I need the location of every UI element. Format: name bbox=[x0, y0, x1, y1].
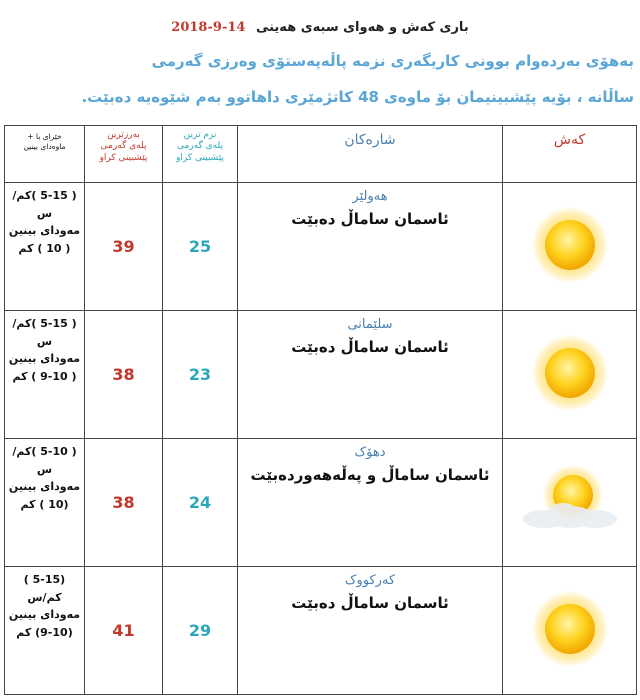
city-cell bbox=[238, 183, 503, 311]
table-header bbox=[5, 126, 637, 183]
title-text: باری کەش و هەوای سبەی هەینی bbox=[255, 20, 469, 35]
city-name: دهۆک bbox=[354, 445, 386, 460]
max-temp: 39 bbox=[85, 183, 163, 311]
visibility-label: مەودای بینین bbox=[8, 224, 81, 238]
table-row bbox=[5, 567, 637, 695]
max-temp: 38 bbox=[85, 311, 163, 439]
condition-text: ئاسمان ساماڵ دەبێت bbox=[291, 338, 449, 356]
min-temp: 25 bbox=[163, 183, 238, 311]
condition-text: ئاسمان ساماڵ و پەڵەهەوردەبێت bbox=[250, 466, 490, 484]
min-temp: 23 bbox=[163, 311, 238, 439]
wind-unit: کم/س bbox=[27, 590, 62, 604]
header-weather: کەش bbox=[503, 126, 637, 183]
table-row bbox=[5, 311, 637, 439]
header-wind-l2: ماوەدای بینین bbox=[23, 141, 66, 151]
wind-cell bbox=[5, 567, 85, 695]
weather-icon-cell bbox=[503, 567, 637, 695]
header-max-temp bbox=[85, 126, 163, 183]
city-cell bbox=[238, 439, 503, 567]
header-min-l3: پێشبینی کراو bbox=[176, 152, 224, 163]
visibility-value: ( 9-10 ) کم bbox=[12, 369, 77, 383]
visibility-label: مەودای بینین bbox=[8, 480, 81, 494]
wind-speed: ( 5-15 )کم/س bbox=[12, 189, 77, 220]
intro-line-2: ساڵانە ، بۆیە پێشبینیمان بۆ ماوەی 48 کاتژمێری داهاتوو بەم شێوەیە دەبێت. bbox=[81, 88, 634, 106]
city-name: کەرکووک bbox=[344, 573, 396, 588]
weather-icon-cell bbox=[503, 183, 637, 311]
table-row bbox=[5, 439, 637, 567]
header-wind-l1: خێرای با + bbox=[27, 132, 62, 141]
wind-cell bbox=[5, 183, 85, 311]
visibility-value: ( 10 ) کم bbox=[18, 241, 71, 255]
sun-icon bbox=[530, 333, 610, 413]
wind-cell bbox=[5, 311, 85, 439]
city-name: سلێمانی bbox=[347, 317, 393, 332]
sun-cloud-icon bbox=[515, 461, 625, 541]
table-row bbox=[5, 183, 637, 311]
condition-text: ئاسمان ساماڵ دەبێت bbox=[291, 594, 449, 612]
wind-cell bbox=[5, 439, 85, 567]
visibility-label: مەودای بینین bbox=[8, 352, 81, 366]
forecast-date: 14-9-2018 bbox=[171, 20, 246, 35]
city-cell bbox=[238, 311, 503, 439]
max-temp: 38 bbox=[85, 439, 163, 567]
min-temp: 24 bbox=[163, 439, 238, 567]
max-temp: 41 bbox=[85, 567, 163, 695]
sun-icon bbox=[530, 205, 610, 285]
forecast-table bbox=[4, 125, 637, 695]
header-min-temp bbox=[163, 126, 238, 183]
city-name: هەولێر bbox=[352, 189, 388, 204]
header bbox=[0, 0, 640, 122]
header-cities: شارەکان bbox=[238, 126, 503, 183]
header-min-l2: پلەی گەرمی bbox=[177, 141, 223, 152]
header-min-l1: نزم ترین bbox=[183, 130, 217, 140]
wind-speed: (5-15 ) bbox=[23, 573, 66, 586]
condition-text: ئاسمان ساماڵ دەبێت bbox=[291, 210, 449, 228]
visibility-value: (10 ) کم bbox=[20, 497, 69, 511]
sun-icon bbox=[530, 589, 610, 669]
weather-icon-cell bbox=[503, 311, 637, 439]
page-title bbox=[0, 20, 640, 35]
weather-icon-cell bbox=[503, 439, 637, 567]
wind-speed: ( 5-15 )کم/س bbox=[12, 317, 77, 348]
visibility-label: مەودای بینین bbox=[8, 608, 81, 622]
visibility-value: (9-10) کم bbox=[16, 625, 73, 639]
city-cell bbox=[238, 567, 503, 695]
header-max-l3: پێشبینی کراو bbox=[99, 152, 148, 163]
intro-line-1: بەهۆی بەردەوام بوونی کاریگەری نزمە پاڵەپەستۆی وەرزی گەرمی bbox=[151, 52, 634, 70]
wind-speed: ( 5-10 )کم/س bbox=[12, 445, 77, 476]
header-max-l2: پلەی گەرمی bbox=[100, 141, 147, 152]
min-temp: 29 bbox=[163, 567, 238, 695]
header-max-l1: بەرزترین bbox=[107, 130, 140, 140]
header-wind bbox=[5, 126, 85, 183]
